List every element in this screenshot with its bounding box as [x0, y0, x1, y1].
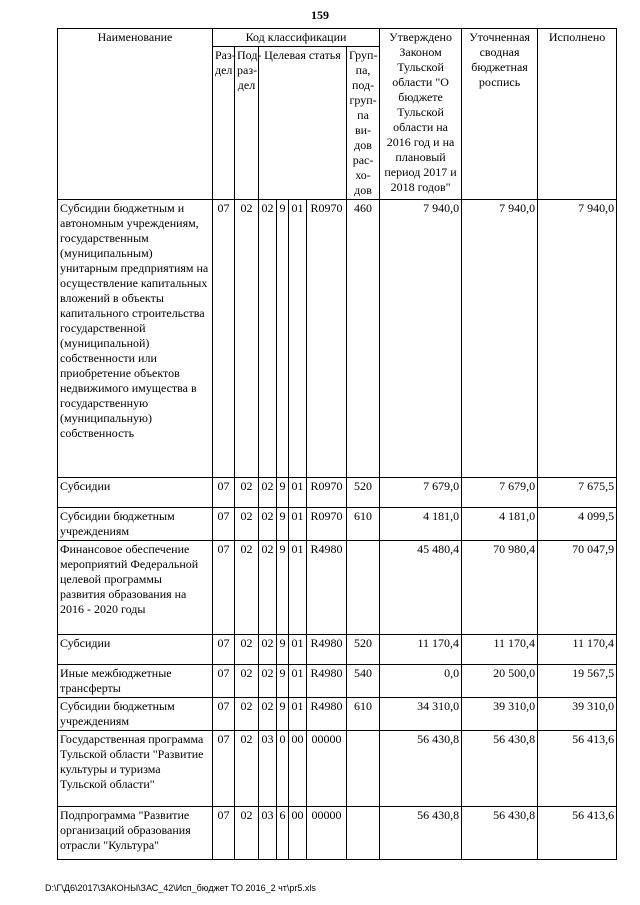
row-target-1: 02 — [259, 478, 277, 508]
row-name: Субсидии — [58, 478, 213, 508]
row-executed: 11 170,4 — [538, 635, 617, 665]
row-name: Субсидии — [58, 635, 213, 665]
row-target-2: 0 — [277, 731, 289, 807]
row-section: 07 — [213, 807, 235, 860]
row-subsection: 02 — [235, 731, 259, 807]
budget-table — [57, 28, 617, 860]
header-target: Целевая статья — [259, 47, 347, 200]
row-subsection: 02 — [235, 508, 259, 541]
row-name: Подпрограмма "Развитие организаций образования отрасли "Культура" — [58, 807, 213, 860]
row-name: Финансовое обеспечение мероприятий Федеральной целевой программы развития образования на 2016 - 2020 годы — [58, 541, 213, 635]
row-executed: 70 047,9 — [538, 541, 617, 635]
row-refined: 7 940,0 — [462, 200, 538, 478]
row-name: Иные межбюджетные трансферты — [58, 665, 213, 698]
row-target-2: 9 — [277, 478, 289, 508]
row-target-4: R4980 — [307, 635, 347, 665]
table-row — [58, 541, 617, 635]
row-refined: 39 310,0 — [462, 698, 538, 731]
table-row — [58, 665, 617, 698]
row-subsection: 02 — [235, 698, 259, 731]
row-target-1: 02 — [259, 508, 277, 541]
row-section: 07 — [213, 541, 235, 635]
row-section: 07 — [213, 731, 235, 807]
row-executed: 19 567,5 — [538, 665, 617, 698]
row-refined: 4 181,0 — [462, 508, 538, 541]
row-target-1: 02 — [259, 635, 277, 665]
row-target-4: R0970 — [307, 508, 347, 541]
row-section: 07 — [213, 635, 235, 665]
row-subsection: 02 — [235, 807, 259, 860]
row-section: 07 — [213, 200, 235, 478]
row-target-4: R0970 — [307, 200, 347, 478]
row-expense-group: 520 — [347, 635, 380, 665]
row-subsection: 02 — [235, 478, 259, 508]
row-target-4: R4980 — [307, 541, 347, 635]
row-target-1: 03 — [259, 807, 277, 860]
table-row — [58, 635, 617, 665]
row-target-1: 03 — [259, 731, 277, 807]
row-subsection: 02 — [235, 200, 259, 478]
table-body — [58, 200, 617, 860]
page-number: 159 — [311, 8, 329, 22]
row-target-2: 9 — [277, 200, 289, 478]
row-section: 07 — [213, 665, 235, 698]
row-refined: 20 500,0 — [462, 665, 538, 698]
row-name: Государственная программа Тульской области "Развитие культуры и туризма Тульской области" — [58, 731, 213, 807]
header-executed: Исполнено — [538, 29, 617, 200]
row-approved: 45 480,4 — [380, 541, 462, 635]
row-target-1: 02 — [259, 665, 277, 698]
header-approved: Утверждено Законом Тульской области "О бюджете Тульской области на 2016 год и на плановый период 2017 и 2018 годов" — [380, 29, 462, 200]
row-refined: 56 430,8 — [462, 731, 538, 807]
row-target-3: 01 — [289, 200, 307, 478]
row-target-2: 9 — [277, 541, 289, 635]
row-name: Субсидии бюджетным и автономным учреждениям, государственным (муниципальным) унитарным предприятиям на осуществление капитальных вложений в объекты капитального строительства государственной (муниципальной) собственности или приобретение объектов недвижимого имущества в государственную (муниципальную) собственность — [58, 200, 213, 478]
row-section: 07 — [213, 508, 235, 541]
row-target-3: 00 — [289, 731, 307, 807]
row-expense-group — [347, 541, 380, 635]
header-section: Раз-дел — [213, 47, 235, 200]
row-approved: 7 679,0 — [380, 478, 462, 508]
row-executed: 56 413,6 — [538, 731, 617, 807]
table-row — [58, 731, 617, 807]
row-target-4: 00000 — [307, 731, 347, 807]
row-target-3: 01 — [289, 698, 307, 731]
file-path-footer: D:\Г\Д6\2017\ЗАКОНЫ\ЗАС_42\Исп_бюджет ТО 2016_2 чт\pr5.xls — [45, 883, 316, 893]
row-approved: 7 940,0 — [380, 200, 462, 478]
header-expense-group: Груп-па, под-груп-па ви-дов рас-хо-дов — [347, 47, 380, 200]
row-executed: 7 675,5 — [538, 478, 617, 508]
row-target-3: 01 — [289, 508, 307, 541]
header-refined: Уточненная сводная бюджетная роспись — [462, 29, 538, 200]
row-section: 07 — [213, 478, 235, 508]
row-target-1: 02 — [259, 541, 277, 635]
row-executed: 4 099,5 — [538, 508, 617, 541]
row-target-2: 6 — [277, 807, 289, 860]
row-target-2: 9 — [277, 635, 289, 665]
header-name: Наименование — [58, 29, 213, 200]
row-name: Субсидии бюджетным учреждениям — [58, 698, 213, 731]
row-target-1: 02 — [259, 698, 277, 731]
row-target-1: 02 — [259, 200, 277, 478]
header-subsection: Под-раз-дел — [235, 47, 259, 200]
row-refined: 11 170,4 — [462, 635, 538, 665]
row-expense-group: 520 — [347, 478, 380, 508]
row-approved: 56 430,8 — [380, 807, 462, 860]
row-executed: 7 940,0 — [538, 200, 617, 478]
row-target-2: 9 — [277, 665, 289, 698]
row-refined: 70 980,4 — [462, 541, 538, 635]
row-approved: 0,0 — [380, 665, 462, 698]
row-target-3: 01 — [289, 665, 307, 698]
row-subsection: 02 — [235, 665, 259, 698]
row-refined: 56 430,8 — [462, 807, 538, 860]
row-expense-group: 460 — [347, 200, 380, 478]
row-expense-group: 610 — [347, 698, 380, 731]
row-expense-group: 610 — [347, 508, 380, 541]
row-approved: 34 310,0 — [380, 698, 462, 731]
row-expense-group — [347, 807, 380, 860]
header-classification: Код классификации — [213, 29, 380, 47]
row-subsection: 02 — [235, 635, 259, 665]
row-expense-group: 540 — [347, 665, 380, 698]
row-subsection: 02 — [235, 541, 259, 635]
table-row — [58, 508, 617, 541]
row-target-3: 01 — [289, 541, 307, 635]
row-approved: 4 181,0 — [380, 508, 462, 541]
row-approved: 56 430,8 — [380, 731, 462, 807]
row-target-2: 9 — [277, 698, 289, 731]
row-approved: 11 170,4 — [380, 635, 462, 665]
row-target-2: 9 — [277, 508, 289, 541]
row-target-4: R4980 — [307, 665, 347, 698]
row-target-3: 01 — [289, 478, 307, 508]
table-row — [58, 807, 617, 860]
row-refined: 7 679,0 — [462, 478, 538, 508]
table-row — [58, 200, 617, 478]
row-executed: 39 310,0 — [538, 698, 617, 731]
row-target-3: 01 — [289, 635, 307, 665]
row-expense-group — [347, 731, 380, 807]
row-target-4: 00000 — [307, 807, 347, 860]
row-section: 07 — [213, 698, 235, 731]
row-target-3: 00 — [289, 807, 307, 860]
table-row — [58, 698, 617, 731]
row-name: Субсидии бюджетным учреждениям — [58, 508, 213, 541]
table-row — [58, 478, 617, 508]
row-target-4: R4980 — [307, 698, 347, 731]
row-target-4: R0970 — [307, 478, 347, 508]
row-executed: 56 413,6 — [538, 807, 617, 860]
